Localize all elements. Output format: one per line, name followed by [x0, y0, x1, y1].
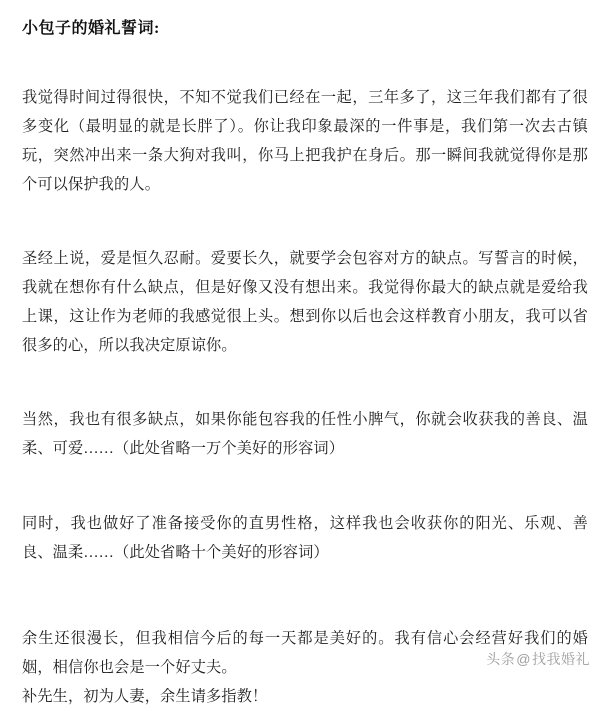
- watermark-account: 找我婚礼: [532, 651, 590, 667]
- paragraph-3: 当然，我也有很多缺点，如果你能包容我的任性小脾气，你就会收获我的善良、温柔、可爱……（此处省略一万个美好的形容词）: [22, 411, 588, 457]
- page-title: 小包子的婚礼誓词:: [22, 20, 160, 37]
- paragraph-5: 余生还很漫长，但我相信今后的每一天都是美好的。我有信心会经营好我们的婚姻，相信你也会是一个好丈夫。: [22, 630, 588, 676]
- paragraph-6-closing: 补先生，初为人妻，余生请多指教！: [22, 688, 268, 705]
- document-body: [22, 0, 588, 711]
- watermark: [486, 650, 590, 668]
- watermark-platform: 头条: [486, 651, 516, 667]
- paragraph-2: 圣经上说，爱是恒久忍耐。爱要长久，就要学会包容对方的缺点。写誓言的时候，我就在想你有什么缺点，但是好像又没有想出来。我觉得你最大的缺点就是爱给我上课，这让作为老师的我感觉很上头。想到你以后也会这样教育小朋友，我可以省很多的心，所以我决定原谅你。: [22, 250, 588, 354]
- paragraph-4: 同时，我也做好了准备接受你的直男性格，这样我也会收获你的阳光、乐观、善良、温柔……（此处省略十个美好的形容词）: [22, 515, 588, 561]
- watermark-at-icon: @: [516, 651, 531, 667]
- paragraph-1: 我觉得时间过得很快，不知不觉我们已经在一起，三年多了，这三年我们都有了很多变化（最明显的就是长胖了）。你让我印象最深的一件事是，我们第一次去古镇玩，突然冲出来一条大狗对我叫，你马上把我护在身后。那一瞬间我就觉得你是那个可以保护我的人。: [22, 89, 588, 193]
